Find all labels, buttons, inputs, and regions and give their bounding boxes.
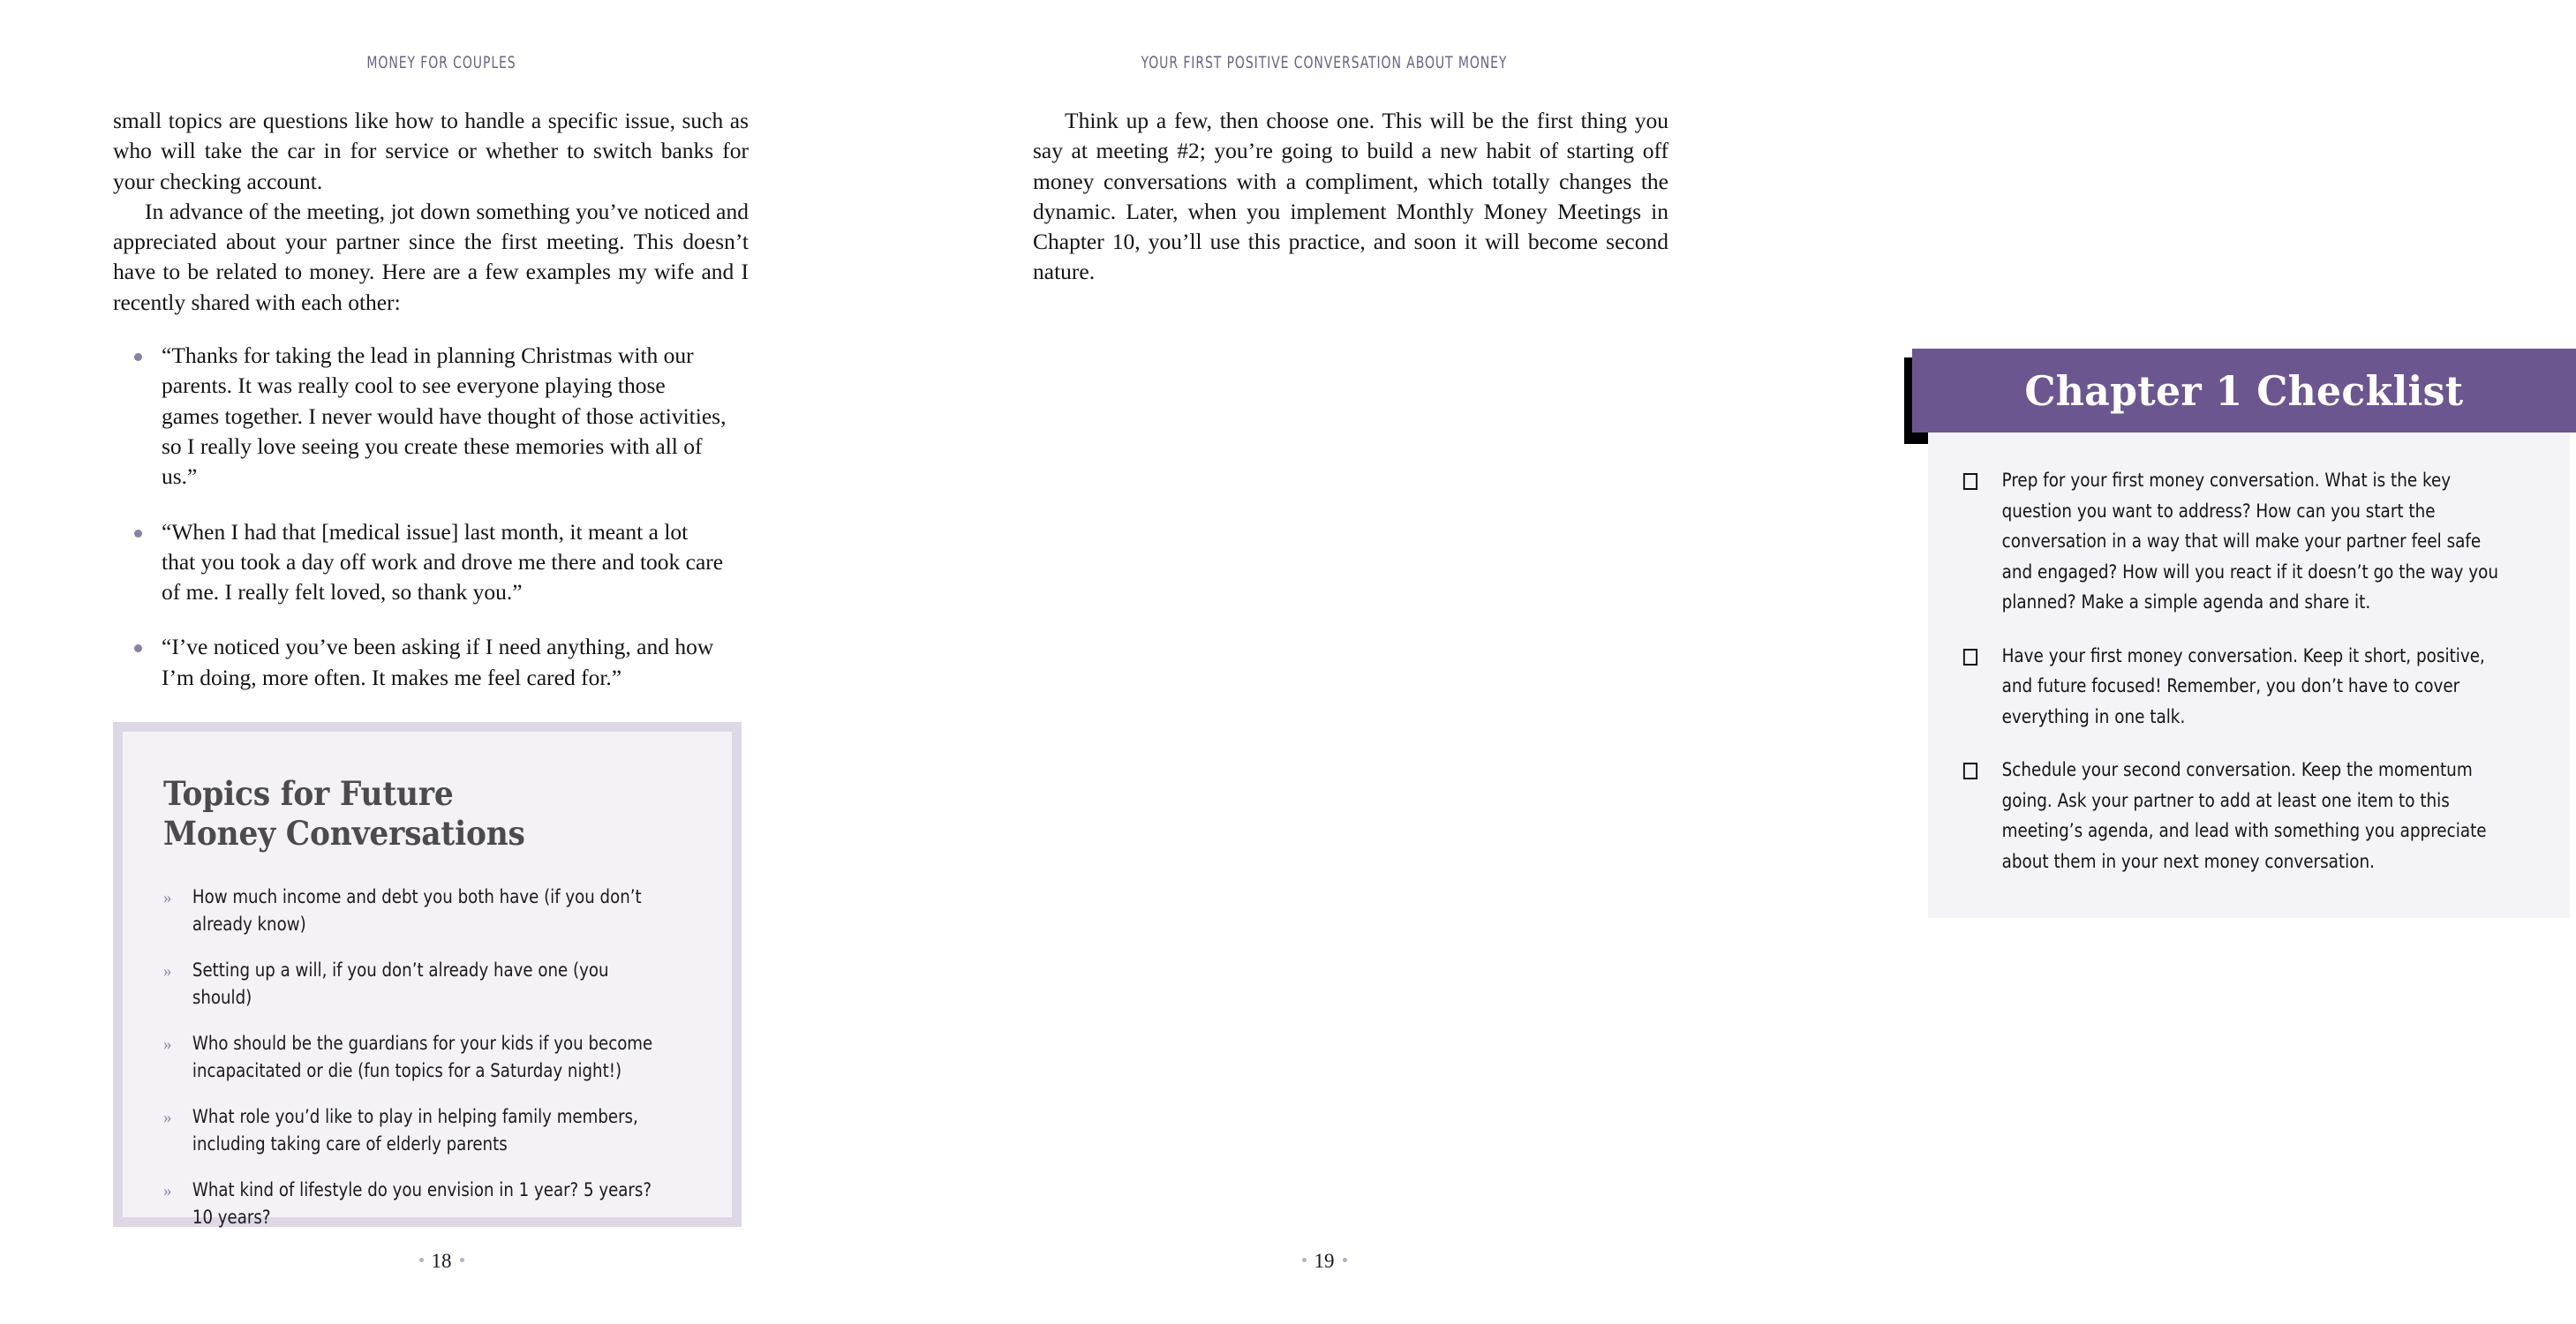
list-item xyxy=(113,341,727,492)
folio-dot-icon xyxy=(1302,1258,1307,1262)
right-text-column xyxy=(1033,106,1668,288)
bullet-dot-icon xyxy=(134,353,142,361)
topics-for-future-money-conversations-box xyxy=(113,722,742,1227)
quote-text: “Thanks for taking the lead in planning Christmas with our parents. It was really cool to see everyone playing those games together. I never would have thought of those activities, so I really love seeing you create these memories with all of us.” xyxy=(162,342,727,490)
topics-title-line-1: Topics for Future xyxy=(163,774,454,813)
topics-box-title xyxy=(163,774,656,854)
list-item xyxy=(113,632,727,693)
guillemet-marker-icon: » xyxy=(163,1108,172,1127)
page-left xyxy=(0,0,883,1324)
topics-list xyxy=(163,884,693,1231)
list-item xyxy=(1962,756,2504,877)
checklist-item-text: Have your first money conversation. Keep it short, positive, and future focused! Remember, you don’t have to cover everything in one talk. xyxy=(2001,644,2485,728)
checklist-items xyxy=(1962,466,2533,877)
topic-text: Setting up a will, if you don’t already have one (you should) xyxy=(192,959,609,1009)
paragraph-continuation: small topics are questions like how to handle a specific issue, such as who will take the car in for service or whether to switch banks for your checking account. xyxy=(113,108,749,194)
chapter-checklist xyxy=(1912,349,2576,918)
quote-text: “When I had that [medical issue] last month, it meant a lot that you took a day off work and drove me there and took care of me. I really felt loved, so thank you.” xyxy=(162,518,724,606)
checklist-item-text: Prep for your first money conversation. What is the key question you want to address? How can you start the conversation in a way that will make your partner feel safe and engaged? How will you react if it doesn’t go the way you planned? Make a simple agenda and share it. xyxy=(2001,470,2498,613)
folio-right xyxy=(883,1250,1766,1273)
folio-dot-icon xyxy=(460,1258,464,1262)
folio-left xyxy=(0,1250,883,1273)
page-number: 19 xyxy=(1314,1250,1335,1272)
page-right xyxy=(883,0,2498,1324)
checklist-banner xyxy=(1912,349,2576,433)
list-item xyxy=(163,957,661,1012)
list-item xyxy=(163,884,661,938)
topic-text: Who should be the guardians for your kids if you become incapacitated or die (fun topics for a Saturday night!) xyxy=(192,1033,653,1082)
checkbox-icon[interactable] xyxy=(1963,649,1977,666)
guillemet-marker-icon: » xyxy=(163,888,172,907)
page-number: 18 xyxy=(431,1250,452,1272)
topic-text: How much income and debt you both have (if you don’t already know) xyxy=(192,886,642,936)
guillemet-marker-icon: » xyxy=(163,1034,172,1054)
example-compliments-list xyxy=(113,341,749,693)
topic-text: What kind of lifestyle do you envision in 1 year? 5 years? 10 years? xyxy=(192,1179,652,1229)
paragraph-in-advance: In advance of the meeting, jot down something you’ve noticed and appreciated about your partner since the first meeting. This doesn’t have to be related to money. Here are a few examples my wife and I recently shared with each other: xyxy=(113,198,749,315)
bullet-dot-icon xyxy=(134,644,142,652)
folio-dot-icon xyxy=(1343,1258,1347,1262)
checkbox-icon[interactable] xyxy=(1963,763,1977,779)
list-item xyxy=(1962,642,2504,733)
topics-title-line-2: Money Conversations xyxy=(163,814,525,853)
list-item xyxy=(163,1103,661,1158)
guillemet-marker-icon: » xyxy=(163,1181,172,1200)
bullet-dot-icon xyxy=(134,530,142,538)
guillemet-marker-icon: » xyxy=(163,961,172,981)
checklist-body xyxy=(1928,433,2570,918)
folio-dot-icon xyxy=(419,1258,424,1262)
list-item xyxy=(113,517,727,608)
checklist-title: Chapter 1 Checklist xyxy=(2024,366,2464,415)
topics-box-inner xyxy=(123,732,732,1231)
left-text-column xyxy=(113,106,749,693)
running-head-left: MONEY FOR COUPLES xyxy=(366,53,516,72)
quote-text: “I’ve noticed you’ve been asking if I need anything, and how I’m doing, more often. It makes me feel cared for.” xyxy=(162,634,714,690)
topic-text: What role you’d like to play in helping family members, including taking care of elderly parents xyxy=(192,1106,638,1155)
running-head-right: YOUR FIRST POSITIVE CONVERSATION ABOUT MONEY xyxy=(1141,53,1508,72)
checklist-item-text: Schedule your second conversation. Keep the momentum going. Ask your partner to add at least one item to this meeting’s agenda, and lead with something you appreciate about them in your next money conversation. xyxy=(2001,759,2487,873)
paragraph-think-up-a-few: Think up a few, then choose one. This will be the first thing you say at meeting #2; you’re going to build a new habit of starting off money conversations with a compliment, which totally changes the dynamic. Later, when you implement Monthly Money Meetings in Chapter 10, you’ll use this practice, and soon it will become second nature. xyxy=(1033,108,1668,285)
list-item xyxy=(1962,466,2504,619)
list-item xyxy=(163,1030,661,1085)
checkbox-icon[interactable] xyxy=(1963,473,1977,490)
list-item xyxy=(163,1177,661,1231)
